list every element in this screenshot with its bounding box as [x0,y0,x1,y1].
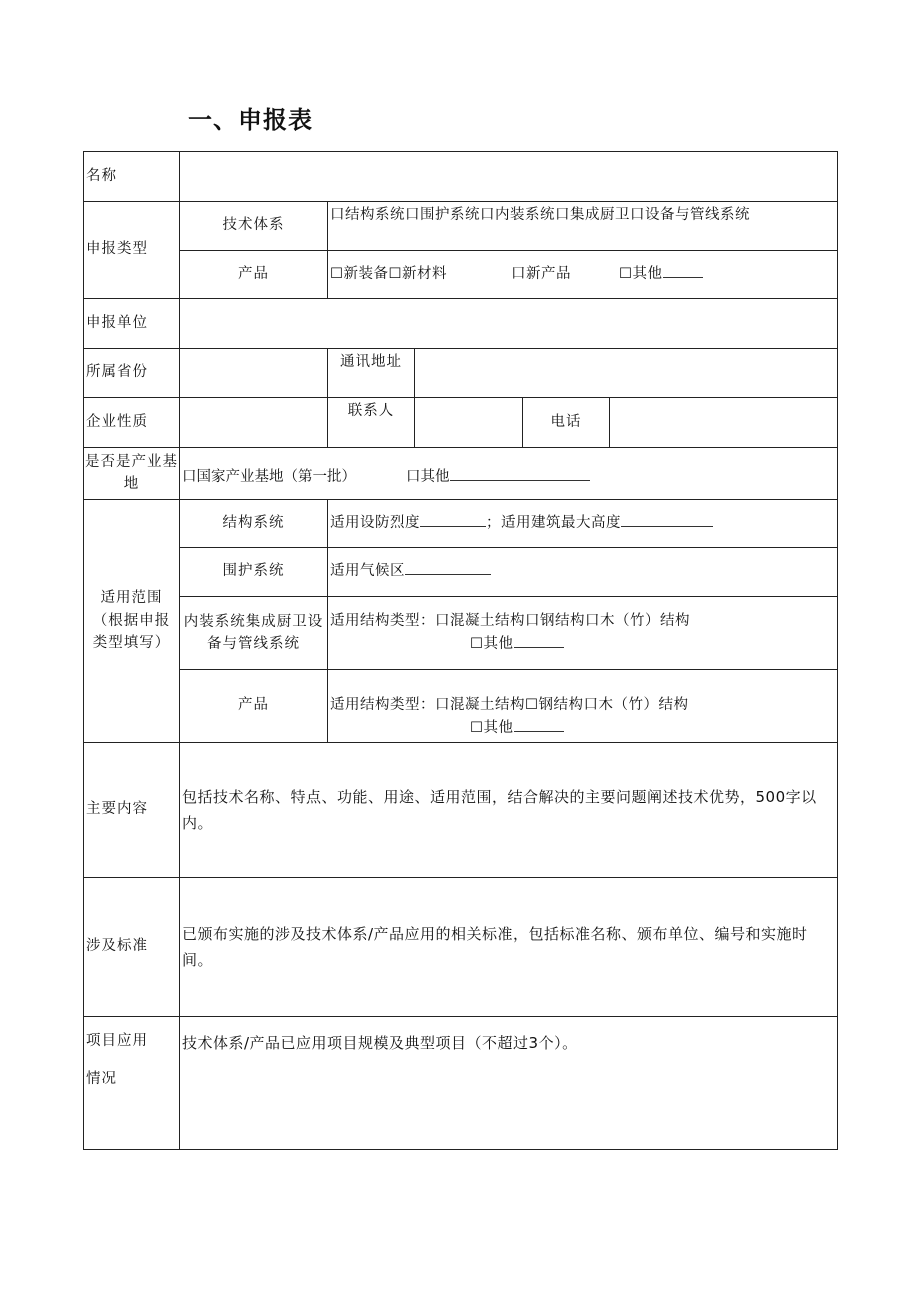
climate-zone-label: 适用气候区 [330,563,405,580]
base-option-national[interactable]: 口国家产业基地（第一批） [182,469,356,485]
address-field[interactable] [415,349,838,398]
unit-field[interactable] [180,299,838,349]
unit-label: 申报单位 [84,299,180,349]
scope-product-line-1[interactable]: 适用结构类型：口混凝土结构☐钢结构口木（竹）结构 [330,696,689,713]
interior-label: 内装系统集成厨卫设备与管线系统 [180,597,328,670]
row-standard [84,878,838,1017]
content-label: 主要内容 [84,743,180,878]
product-label: 产品 [180,251,328,299]
page-title: 一、申报表 [188,106,313,134]
phone-field[interactable] [610,398,838,448]
application-value[interactable]: 技术体系/产品已应用项目规模及典型项目（不超过3个）。 [180,1017,838,1150]
interior-value[interactable] [328,597,838,670]
max-height-label: ；适用建筑最大高度 [486,514,621,531]
tech-system-options[interactable]: 口结构系统口围护系统口内装系统口集成厨卫口设备与管线系统 [328,202,838,251]
row-scope-product [84,670,838,743]
province-field[interactable] [180,349,328,398]
application-label: 项目应用情况 [84,1017,180,1150]
row-province [84,349,838,398]
row-type-tech [84,202,838,251]
type-label: 申报类型 [84,202,180,299]
base-option-other[interactable]: 口其他 [406,469,450,485]
tech-system-label: 技术体系 [180,202,328,251]
row-scope-interior [84,597,838,670]
row-application [84,1017,838,1150]
address-label: 通讯地址 [328,349,415,398]
scope-product-value[interactable] [328,670,838,743]
product-option-new-product[interactable]: 口新产品 [511,265,571,282]
structure-value[interactable] [328,500,838,548]
base-options[interactable] [180,448,838,500]
product-option-other[interactable]: ☐其他 [619,265,663,282]
structure-label: 结构系统 [180,500,328,548]
row-scope-structure [84,500,838,548]
product-option-equipment-material[interactable]: ☐新装备☐新材料 [330,265,447,282]
interior-other-option[interactable]: ☐其他 [470,636,514,652]
product-options[interactable] [328,251,838,299]
row-name [84,152,838,202]
application-form-table [83,151,838,1150]
phone-label: 电话 [523,398,610,448]
other-blank[interactable] [663,263,703,278]
interior-other-blank[interactable] [514,633,564,648]
scope-product-label: 产品 [180,670,328,743]
row-scope-envelope [84,548,838,597]
base-other-blank[interactable] [450,466,590,481]
seismic-intensity-label: 适用设防烈度 [330,514,420,531]
interior-line-1[interactable]: 适用结构类型：口混凝土结构口钢结构口木（竹）结构 [330,612,690,629]
name-label: 名称 [84,152,180,202]
scope-product-other-option[interactable]: ☐其他 [470,719,514,736]
nature-label: 企业性质 [84,398,180,448]
name-field[interactable] [180,152,838,202]
row-base [84,448,838,500]
seismic-intensity-blank[interactable] [420,512,486,527]
standard-label: 涉及标准 [84,878,180,1017]
envelope-value[interactable] [328,548,838,597]
nature-field[interactable] [180,398,328,448]
content-value[interactable]: 包括技术名称、特点、功能、用途、适用范围，结合解决的主要问题阐述技术优势，500字以内。 [180,743,838,878]
contact-field[interactable] [415,398,523,448]
standard-value[interactable]: 已颁布实施的涉及技术体系/产品应用的相关标准，包括标准名称、颁布单位、编号和实施时间。 [180,878,838,1017]
max-height-blank[interactable] [621,512,713,527]
contact-label: 联系人 [328,398,415,448]
row-nature [84,398,838,448]
scope-label: 适用范围（根据申报类型填写） [84,500,180,743]
climate-zone-blank[interactable] [405,560,491,575]
row-content [84,743,838,878]
envelope-label: 围护系统 [180,548,328,597]
row-unit [84,299,838,349]
base-label: 是否是产业基地 [84,448,180,500]
scope-product-other-blank[interactable] [514,717,564,732]
province-label: 所属省份 [84,349,180,398]
row-type-product [84,251,838,299]
